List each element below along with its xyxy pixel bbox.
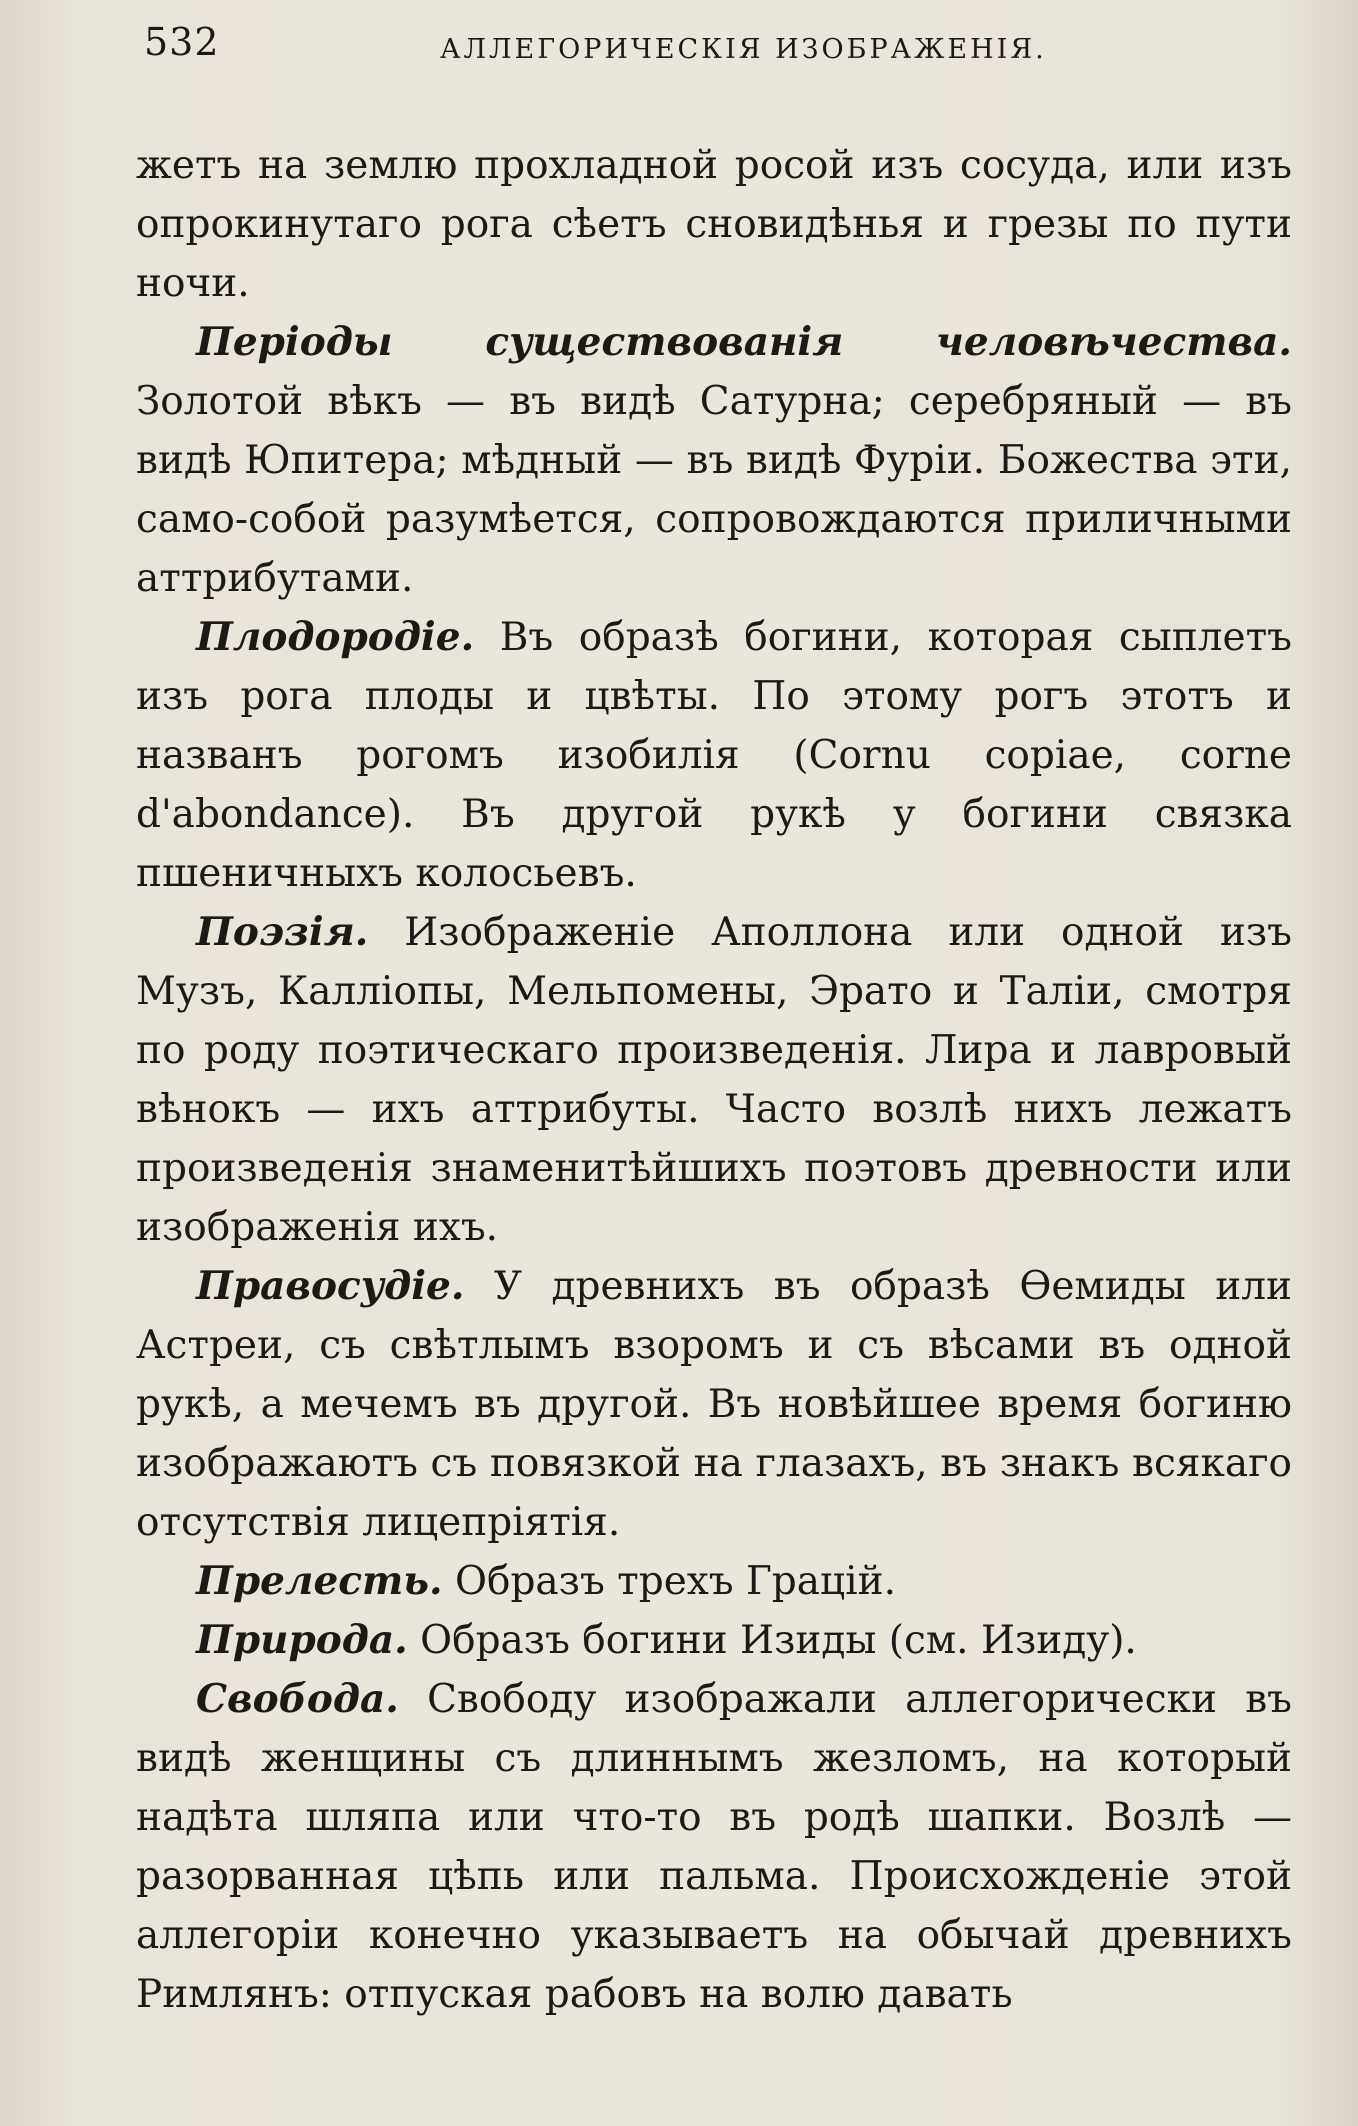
entry-term: Природа. bbox=[196, 1617, 408, 1663]
entry-text: Золотой вѣкъ — въ видѣ Сатурна; серебряный — въ видѣ Юпитера; мѣдный — въ видѣ Фуріи. Божества эти, само-собой разумѣется, сопровождаются приличными аттрибутами. bbox=[136, 379, 1292, 601]
paragraph-entry-periods bbox=[136, 313, 1292, 608]
paragraph-entry-charm bbox=[136, 1552, 1292, 1611]
entry-text: У древнихъ въ образѣ Ѳемиды или Астреи, съ свѣтлымъ взоромъ и съ вѣсами въ одной рукѣ, а мечемъ въ другой. Въ новѣйшее время богиню изображаютъ съ повязкой на глазахъ, въ знакъ всякаго отсутствія лицепріятія. bbox=[136, 1264, 1292, 1545]
page-body bbox=[136, 136, 1292, 2024]
paragraph-continuation bbox=[136, 136, 1292, 313]
entry-text: Въ образѣ богини, которая сыплетъ изъ рога плоды и цвѣты. По этому рогъ этотъ и названъ рогомъ изобилія (Cornu copiae, corne d'abondance). Въ другой рукѣ у богини связка пшеничныхъ колосьевъ. bbox=[136, 615, 1292, 896]
entry-text: Образъ богини Изиды (см. Изиду). bbox=[407, 1618, 1137, 1663]
entry-term: Свобода. bbox=[196, 1676, 399, 1722]
paragraph-entry-freedom bbox=[136, 1670, 1292, 2024]
paragraph-text: жетъ на землю прохладной росой изъ сосуда, или изъ опрокинутаго рога сѣетъ сновидѣнья и грезы по пути ночи. bbox=[136, 143, 1292, 306]
entry-term: Періоды существованія человѣчества. bbox=[196, 319, 1292, 365]
page-number: 532 bbox=[144, 20, 220, 64]
entry-text: Свободу изображали аллегорически въ видѣ женщины съ длиннымъ жезломъ, на который надѣта шляпа или что-то въ родѣ шапки. Возлѣ — разорванная цѣпь или пальма. Происхожденіе этой аллегоріи конечно указываетъ на обычай древнихъ Римлянъ: отпуская рабовъ на волю давать bbox=[136, 1677, 1292, 2017]
entry-term: Поэзія. bbox=[196, 909, 369, 955]
page-header bbox=[140, 20, 1290, 80]
paragraph-entry-justice bbox=[136, 1257, 1292, 1552]
paragraph-entry-nature bbox=[136, 1611, 1292, 1670]
paragraph-entry-poetry bbox=[136, 903, 1292, 1257]
running-title: АЛЛЕГОРИЧЕСКІЯ ИЗОБРАЖЕНІЯ. bbox=[440, 34, 1047, 65]
paragraph-entry-fertility bbox=[136, 608, 1292, 903]
entry-term: Правосудіе. bbox=[196, 1263, 465, 1309]
entry-term: Плодородіе. bbox=[196, 614, 475, 660]
entry-text: Изображеніе Аполлона или одной изъ Музъ, Калліопы, Мельпомены, Эрато и Таліи, смотря по роду поэтическаго произведенія. Лира и лавровый вѣнокъ — ихъ аттрибуты. Часто возлѣ нихъ лежатъ произведенія знаменитѣйшихъ поэтовъ древности или изображенія ихъ. bbox=[136, 910, 1292, 1250]
entry-term: Прелесть. bbox=[196, 1558, 443, 1604]
entry-text: Образъ трехъ Грацій. bbox=[442, 1559, 896, 1604]
